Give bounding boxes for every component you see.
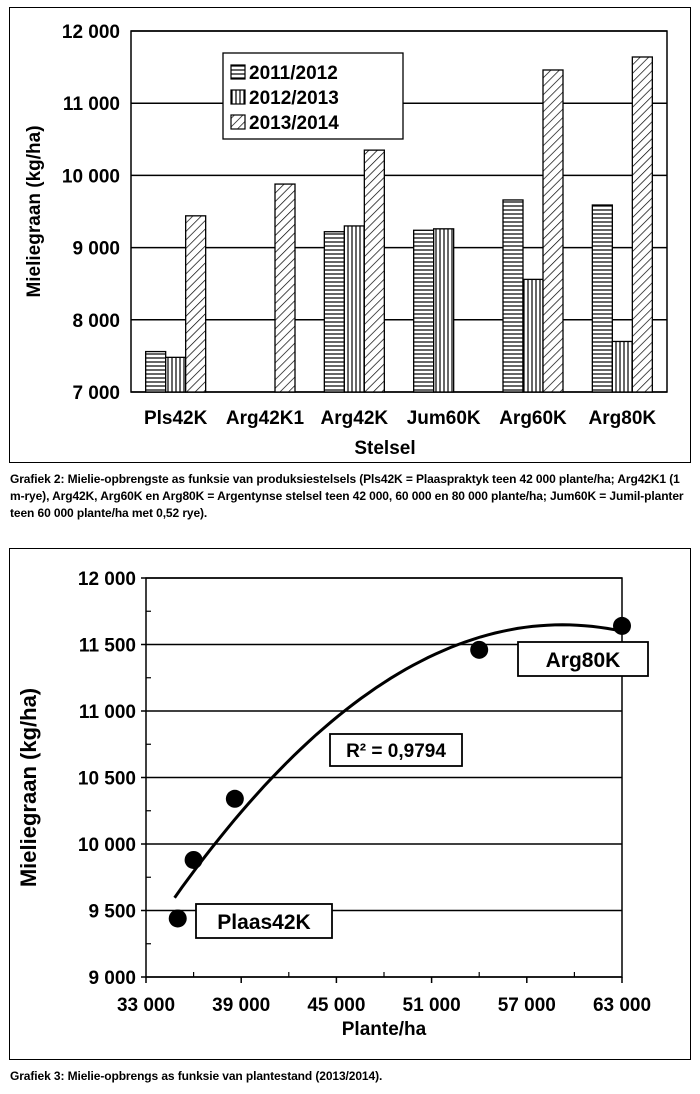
legend-swatch [231,115,245,129]
annotation-label: Arg80K [545,649,621,672]
annotation-label: Plaas42K [217,911,311,934]
bar [632,57,652,392]
y-tick-label: 12 000 [61,22,120,43]
bar [612,341,632,392]
legend-entry: 2013/2014 [249,113,339,134]
x-tick-label: Jum60K [406,408,481,429]
bar [592,205,612,392]
y-tick-label: 9 500 [88,901,136,923]
y-tick-label: 10 000 [77,835,136,856]
legend-swatch [231,65,245,79]
x-tick-label: Arg80K [588,408,657,429]
data-point [470,641,488,659]
data-point [226,790,244,808]
x-tick-label: 45 000 [307,995,366,1016]
bar [434,229,454,392]
r-squared-label: R² = 0,9794 [346,741,446,762]
caption-grafiek-3: Grafiek 3: Mielie-opbrengs as funksie van plantestand (2013/2014). [10,1069,383,1083]
bar [414,230,434,392]
bar [523,279,543,392]
x-tick-label: Arg60K [499,408,567,429]
scatter-chart-panel [9,548,691,1060]
x-tick-label: Arg42K1 [225,408,305,429]
caption-grafiek-2: Grafiek 2: Mielie-opbrengste as funksie van produksiestelsels (Pls42K = Plaaspraktyk teen 42 000 plante/ha; Arg42K1 (1 m-rye), Arg42K, Arg60K en Arg80K = Argentynse stelsel teen 42 000, 60 000 en 80 000 plante/ha; Jum60K = Jumil-planter teen 60 000 plante/ha met 0,52 rye). [10,472,684,520]
y-tick-label: 10 000 [61,166,120,188]
y-tick-label: 7 000 [72,383,120,404]
y-tick-label: 11 500 [78,635,136,657]
x-tick-label: 39 000 [212,995,271,1016]
x-axis-label: Stelsel [354,438,416,459]
y-tick-label: 11 000 [78,702,136,723]
scatter-chart [10,549,690,1058]
y-tick-label: 8 000 [72,310,120,332]
y-axis-label: Mieliegraan (kg/ha) [16,687,41,888]
bar-chart [10,8,690,461]
bar [503,200,523,392]
y-axis-label: Mieliegraan (kg/ha) [24,125,45,298]
bar [186,216,206,392]
data-point [169,909,187,927]
data-point [613,617,631,635]
legend-entry: 2011/2012 [249,63,338,84]
legend-entry: 2012/2013 [249,88,339,109]
x-tick-label: 63 000 [592,995,652,1016]
bar [543,70,563,392]
x-tick-label: 57 000 [497,995,556,1016]
x-tick-label: Pls42K [143,408,208,429]
legend-swatch [231,90,245,104]
bar [146,352,166,392]
bar [344,226,364,392]
y-tick-label: 10 500 [77,768,136,790]
y-tick-label: 9 000 [72,238,120,260]
bar [275,184,295,392]
bar [166,357,186,392]
x-tick-label: Arg42K [320,408,389,429]
y-tick-label: 9 000 [88,968,136,989]
bar-chart-panel [9,7,691,463]
y-tick-label: 11 000 [62,94,120,116]
y-tick-label: 12 000 [77,569,136,590]
bar [364,150,384,392]
bar [324,232,344,392]
data-point [185,851,203,869]
x-axis-label: Plante/ha [341,1019,427,1040]
x-tick-label: 51 000 [402,995,461,1016]
x-tick-label: 33 000 [116,995,176,1016]
